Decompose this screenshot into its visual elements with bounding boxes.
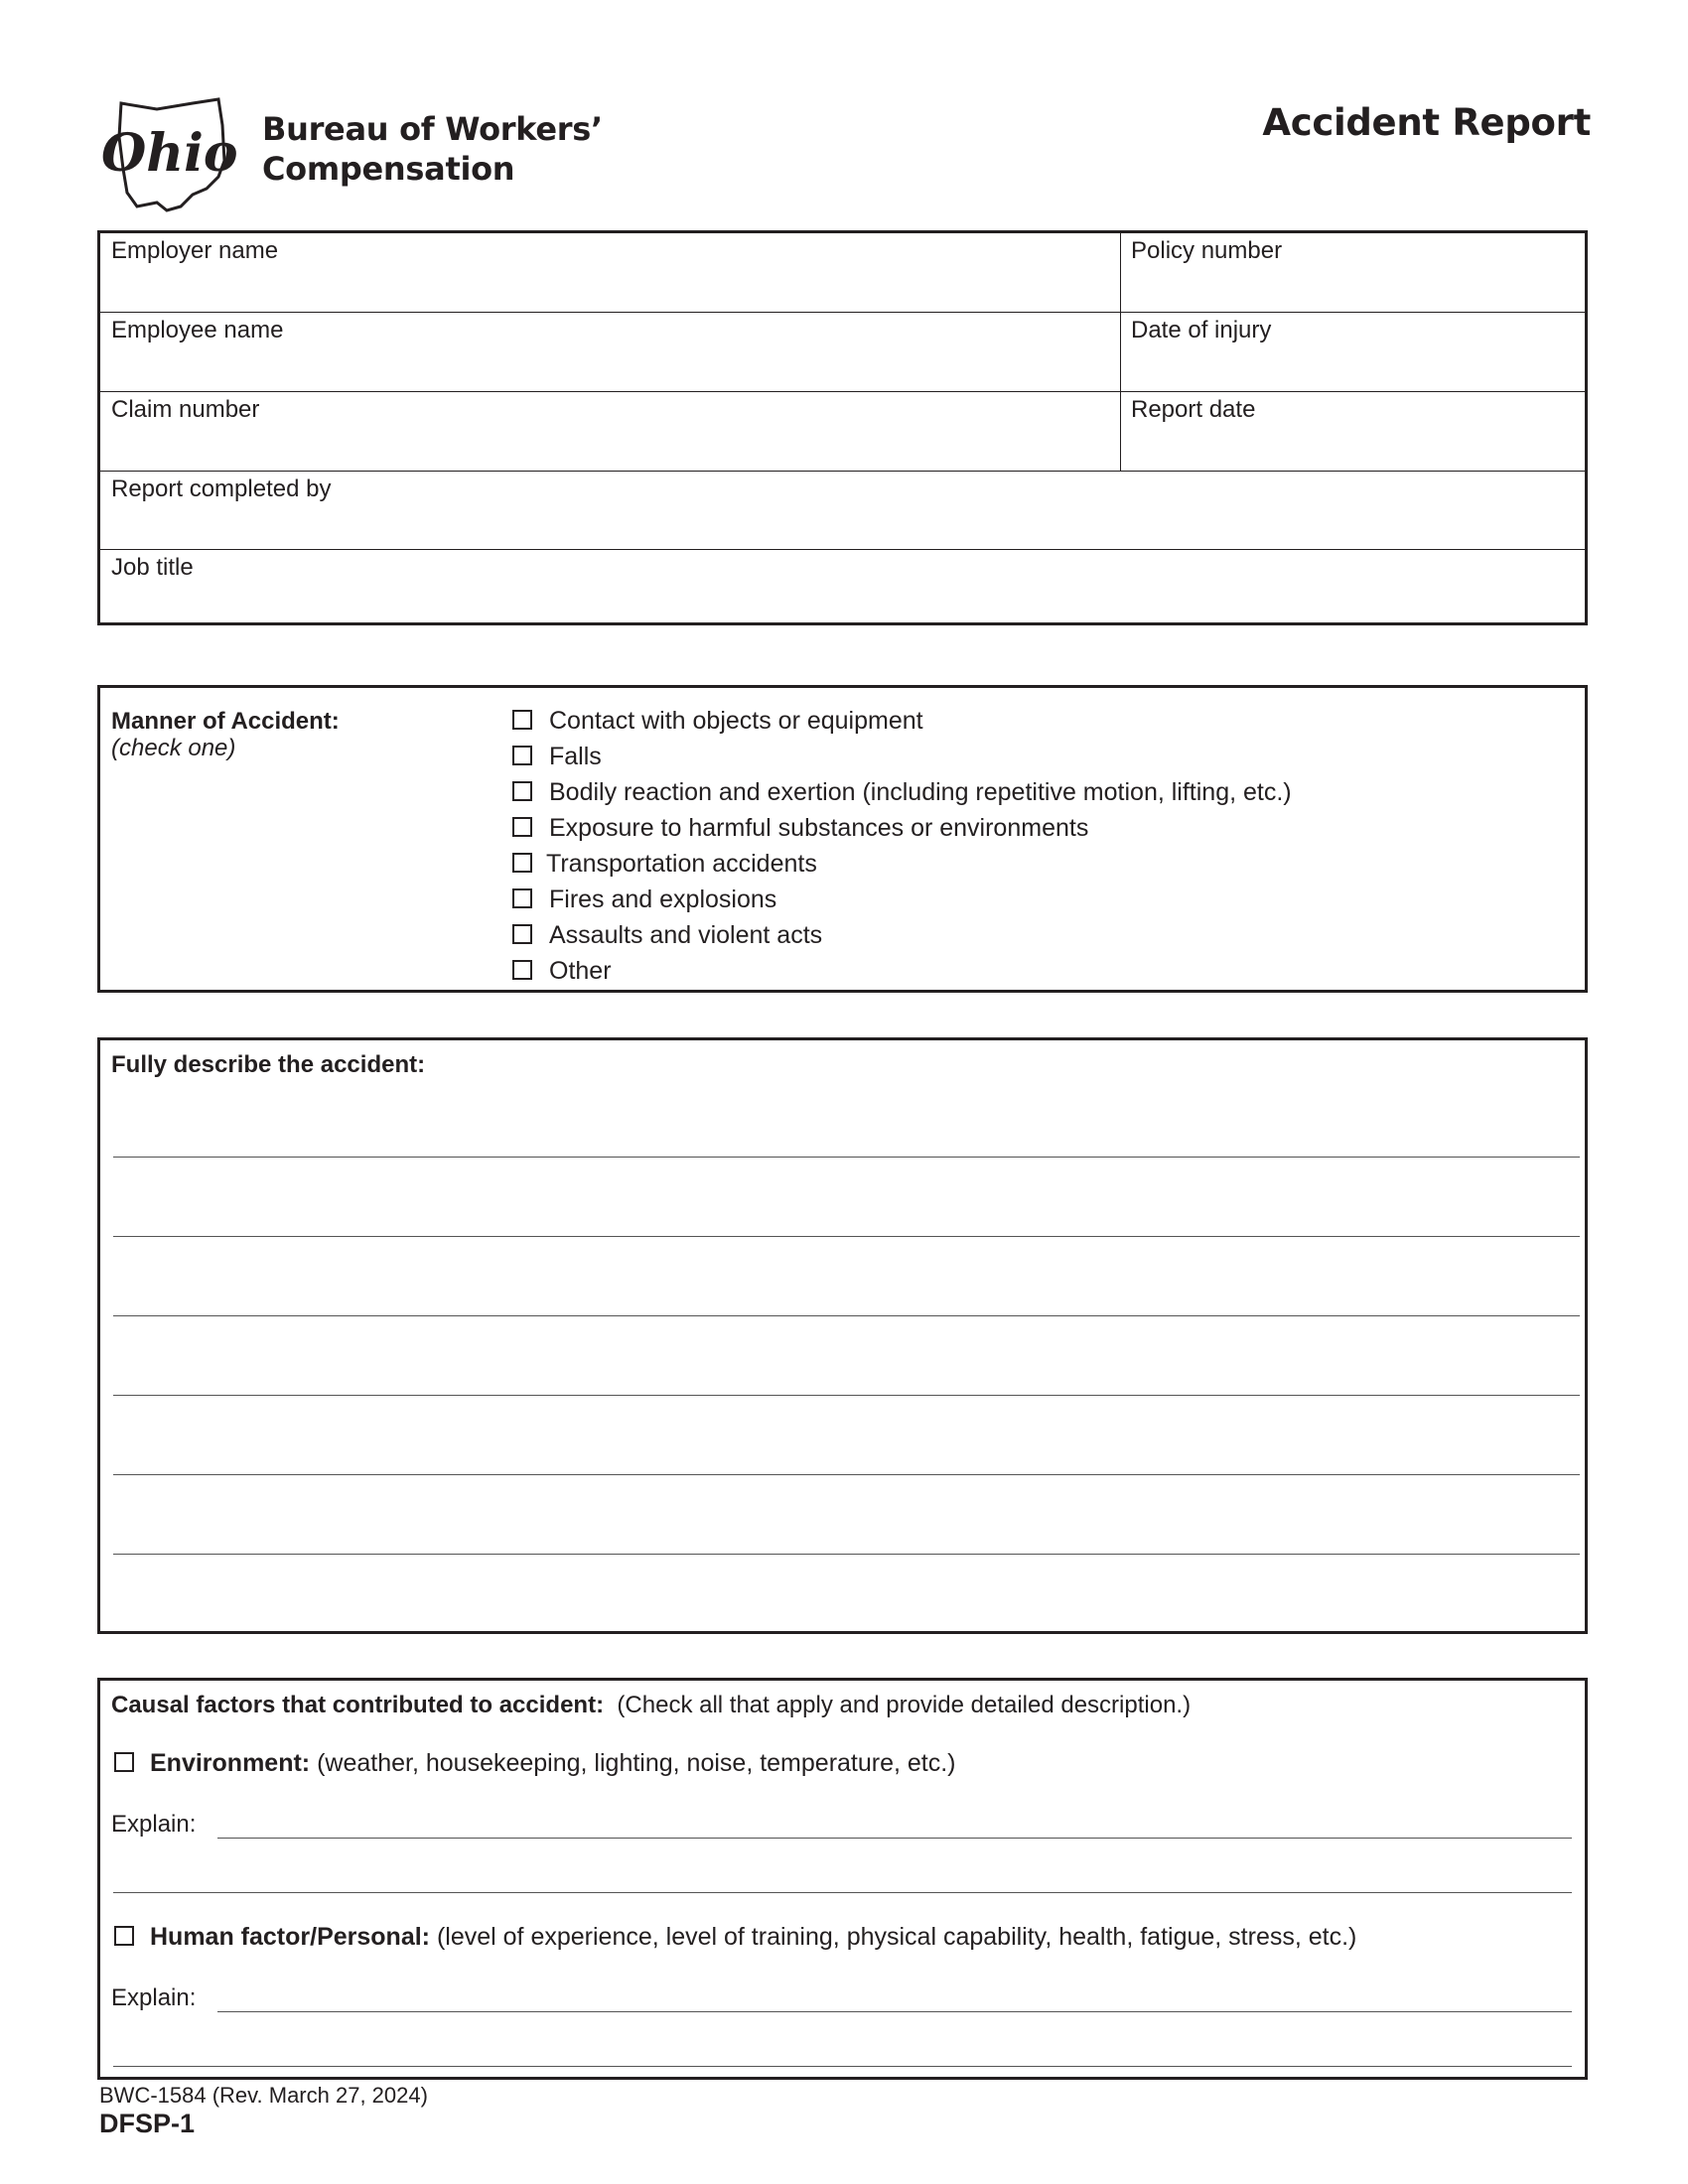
org-line-1: Bureau of Workers’ — [262, 110, 603, 148]
checkbox-fires[interactable] — [512, 888, 532, 908]
employee-name-field[interactable]: Employee name — [111, 317, 284, 343]
org-line-2: Compensation — [262, 150, 515, 188]
ohio-state-outline-icon — [97, 97, 246, 214]
description-line[interactable] — [113, 1474, 1580, 1475]
option-transportation: Transportation accidents — [546, 850, 817, 878]
human-factor-explain-line[interactable] — [217, 2011, 1572, 2012]
causal-factors-box — [97, 1678, 1588, 2080]
description-line[interactable] — [113, 1157, 1580, 1158]
human-factor-explain-line-2[interactable] — [113, 2066, 1572, 2067]
checkbox-falls[interactable] — [512, 746, 532, 765]
policy-number-field[interactable]: Policy number — [1131, 237, 1283, 264]
environment-name: Environment: — [150, 1749, 311, 1777]
environment-factor — [150, 1749, 956, 1778]
option-contact: Contact with objects or equipment — [549, 707, 923, 735]
option-fires: Fires and explosions — [549, 886, 777, 913]
ohio-logo — [97, 97, 246, 214]
report-completed-by-field[interactable]: Report completed by — [111, 476, 332, 502]
describe-label: Fully describe the accident: — [111, 1051, 426, 1078]
checkbox-other[interactable] — [512, 960, 532, 980]
checkbox-bodily-reaction[interactable] — [512, 781, 532, 801]
form-code: DFSP-1 — [99, 2109, 196, 2138]
page-title: Accident Report — [1262, 101, 1591, 144]
description-line[interactable] — [113, 1554, 1580, 1555]
checkbox-contact[interactable] — [512, 710, 532, 730]
checkbox-human-factor[interactable] — [114, 1926, 134, 1946]
checkbox-environment[interactable] — [114, 1752, 134, 1772]
human-factor-detail: (level of experience, level of training, physical capability, health, fatigue, stress, etc.) — [436, 1923, 1357, 1951]
causal-instruction: (Check all that apply and provide detailed description.) — [617, 1692, 1192, 1718]
report-date-field[interactable]: Report date — [1131, 396, 1256, 423]
description-line[interactable] — [113, 1395, 1580, 1396]
manner-of-accident-box — [97, 685, 1588, 993]
manner-label: Manner of Accident: — [111, 708, 340, 735]
option-other: Other — [549, 957, 612, 985]
option-falls: Falls — [549, 743, 602, 770]
checkbox-exposure[interactable] — [512, 817, 532, 837]
causal-header — [111, 1692, 1191, 1719]
human-factor — [150, 1923, 1356, 1952]
human-factor-explain-label: Explain: — [111, 1984, 197, 2011]
option-assaults: Assaults and violent acts — [549, 921, 823, 949]
environment-explain-line[interactable] — [217, 1838, 1572, 1839]
employer-name-field[interactable]: Employer name — [111, 237, 279, 264]
human-factor-name: Human factor/Personal: — [150, 1923, 431, 1951]
environment-explain-label: Explain: — [111, 1811, 197, 1838]
checkbox-transportation[interactable] — [512, 853, 532, 873]
organization-name — [262, 109, 603, 189]
environment-explain-line-2[interactable] — [113, 1892, 1572, 1893]
job-title-field[interactable]: Job title — [111, 554, 194, 581]
date-of-injury-field[interactable]: Date of injury — [1131, 317, 1272, 343]
option-bodily-reaction: Bodily reaction and exertion (including repetitive motion, lifting, etc.) — [549, 778, 1292, 806]
environment-detail: (weather, housekeeping, lighting, noise, temperature, etc.) — [317, 1749, 956, 1777]
info-box — [97, 230, 1588, 625]
description-line[interactable] — [113, 1236, 1580, 1237]
claim-number-field[interactable]: Claim number — [111, 396, 260, 423]
manner-hint: (check one) — [111, 735, 236, 761]
checkbox-assaults[interactable] — [512, 924, 532, 944]
causal-label: Causal factors that contributed to accident: — [111, 1692, 605, 1718]
option-exposure: Exposure to harmful substances or environments — [549, 814, 1089, 842]
describe-accident-box — [97, 1037, 1588, 1634]
description-line[interactable] — [113, 1315, 1580, 1316]
form-id: BWC-1584 (Rev. March 27, 2024) — [99, 2083, 428, 2108]
logo-wordmark: Ohio — [101, 123, 238, 184]
